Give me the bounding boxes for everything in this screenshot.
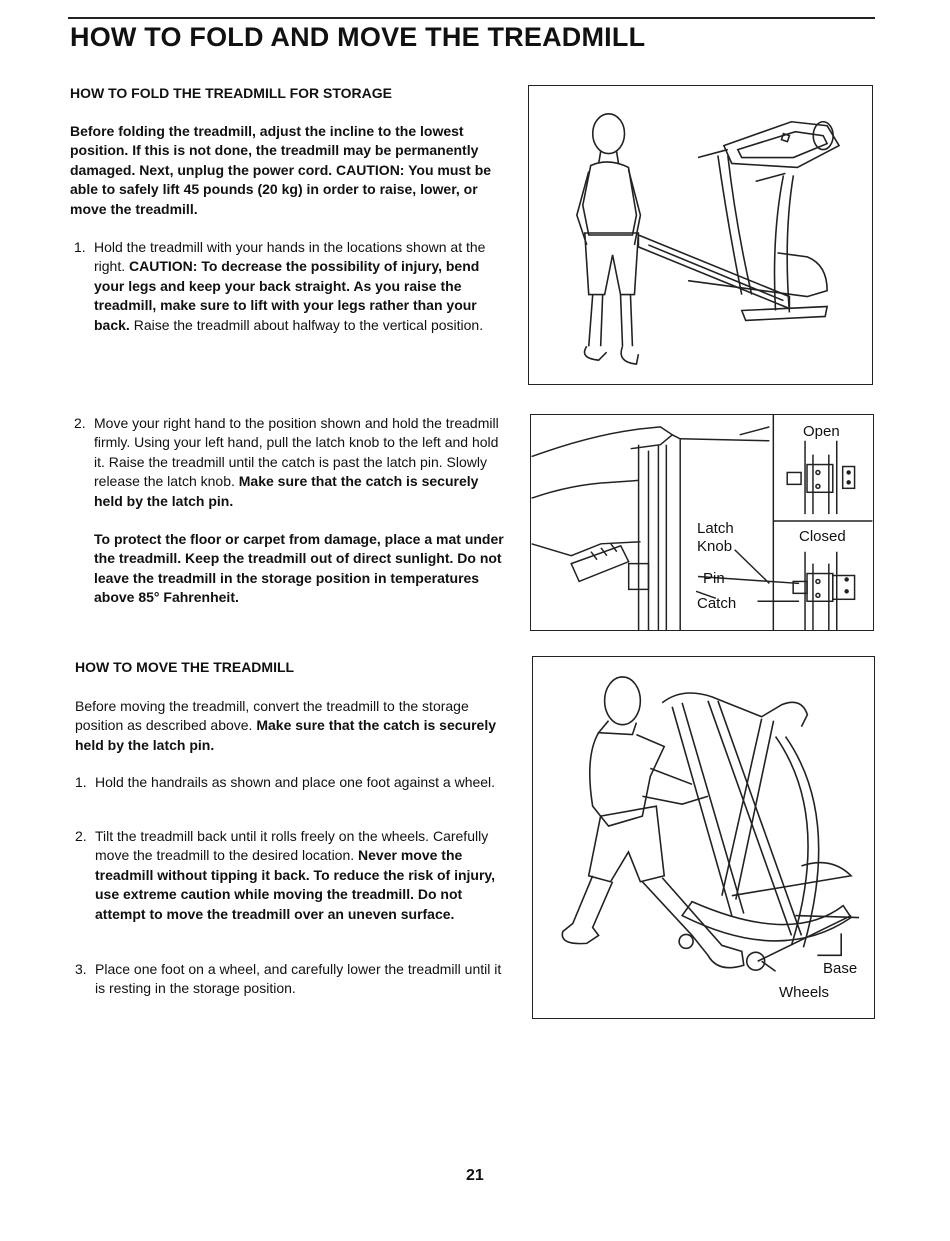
- label-base: Base: [823, 960, 858, 977]
- fold-heading: HOW TO FOLD THE TREADMILL FOR STORAGE: [70, 85, 392, 101]
- step-caution: CAUTION: To decrease the possibility of injury, bend your legs and keep your back straight. As you raise the treadmill, make sure to lift with your legs rather than your back.: [94, 258, 480, 333]
- step-number: 1.: [75, 774, 87, 790]
- step-number: 1.: [74, 239, 86, 255]
- fold-step-2: [74, 414, 506, 514]
- move-intro-emphasis: Make sure that the catch is securely held by the latch pin.: [75, 717, 497, 753]
- move-intro: [75, 697, 505, 755]
- protect-note: To protect the floor or carpet from damage, place a mat under the treadmill. Keep the treadmill out of direct sunlight. Do not leave the treadmill in the storage position in temperatures above 85° Fahrenheit.: [94, 531, 504, 606]
- step-warning: Never move the treadmill without tipping it back. To reduce the risk of injury, use extreme caution while moving the treadmill. Do not attempt to move the treadmill over an uneven surface.: [95, 847, 496, 922]
- step-text-normal: Move your right hand to the position shown and hold the treadmill firmly. Using your left hand, pull the latch knob to the left and hold it. Raise the treadmill until the catch is past the latch pin. Slowly release the latch knob.: [94, 415, 499, 490]
- page-number: 21: [466, 1167, 484, 1184]
- page-title: HOW TO FOLD AND MOVE THE TREADMILL: [70, 22, 646, 52]
- label-closed: Closed: [799, 528, 846, 545]
- figure-lift-treadmill: [528, 85, 873, 385]
- fold-step-1: [74, 238, 506, 358]
- step-text: [95, 827, 507, 924]
- step-emphasis: Make sure that the catch is securely held by the latch pin.: [94, 473, 479, 509]
- figure-latch-detail: [530, 414, 874, 631]
- move-step-2: [75, 827, 507, 947]
- step-number: 2.: [74, 415, 86, 431]
- step-text: Hold the handrails as shown and place one foot against a wheel.: [95, 774, 496, 790]
- title-rule: [68, 17, 875, 19]
- fold-intro: Before folding the treadmill, adjust the incline to the lowest position. If this is not done, the treadmill may be permanently damaged. Next, unplug the power cord. CAUTION: You must be able to safely lift 45 pounds (20 kg) in order to raise, lower, or move the treadmill.: [70, 123, 492, 217]
- step-text-normal: Hold the treadmill with your hands in the locations shown at the right.: [94, 239, 486, 275]
- step-text-normal: Tilt the treadmill back until it rolls freely on the wheels. Carefully move the treadmill to the desired location.: [95, 828, 489, 864]
- label-catch: Catch: [697, 595, 737, 612]
- lift-illustration: [529, 86, 872, 384]
- step-text: [94, 414, 506, 511]
- figure-move-treadmill: [532, 656, 875, 1019]
- step-text: Place one foot on a wheel, and carefully lower the treadmill until it is resting in the storage position.: [95, 961, 502, 997]
- label-pin: Pin: [703, 570, 725, 587]
- move-step-1: [75, 773, 507, 813]
- step-number: 2.: [75, 828, 87, 844]
- step-text: [94, 238, 506, 335]
- step-number: 3.: [75, 961, 87, 977]
- step-text-normal: Raise the treadmill about halfway to the vertical position.: [129, 316, 484, 333]
- label-open: Open: [803, 423, 840, 440]
- label-latch-knob: Latch Knob: [697, 520, 734, 555]
- move-step-3: [75, 960, 507, 1000]
- move-heading: HOW TO MOVE THE TREADMILL: [75, 659, 295, 675]
- label-wheels: Wheels: [779, 984, 830, 1001]
- move-intro-text: Before moving the treadmill, convert the treadmill to the storage position as described above.: [75, 698, 469, 734]
